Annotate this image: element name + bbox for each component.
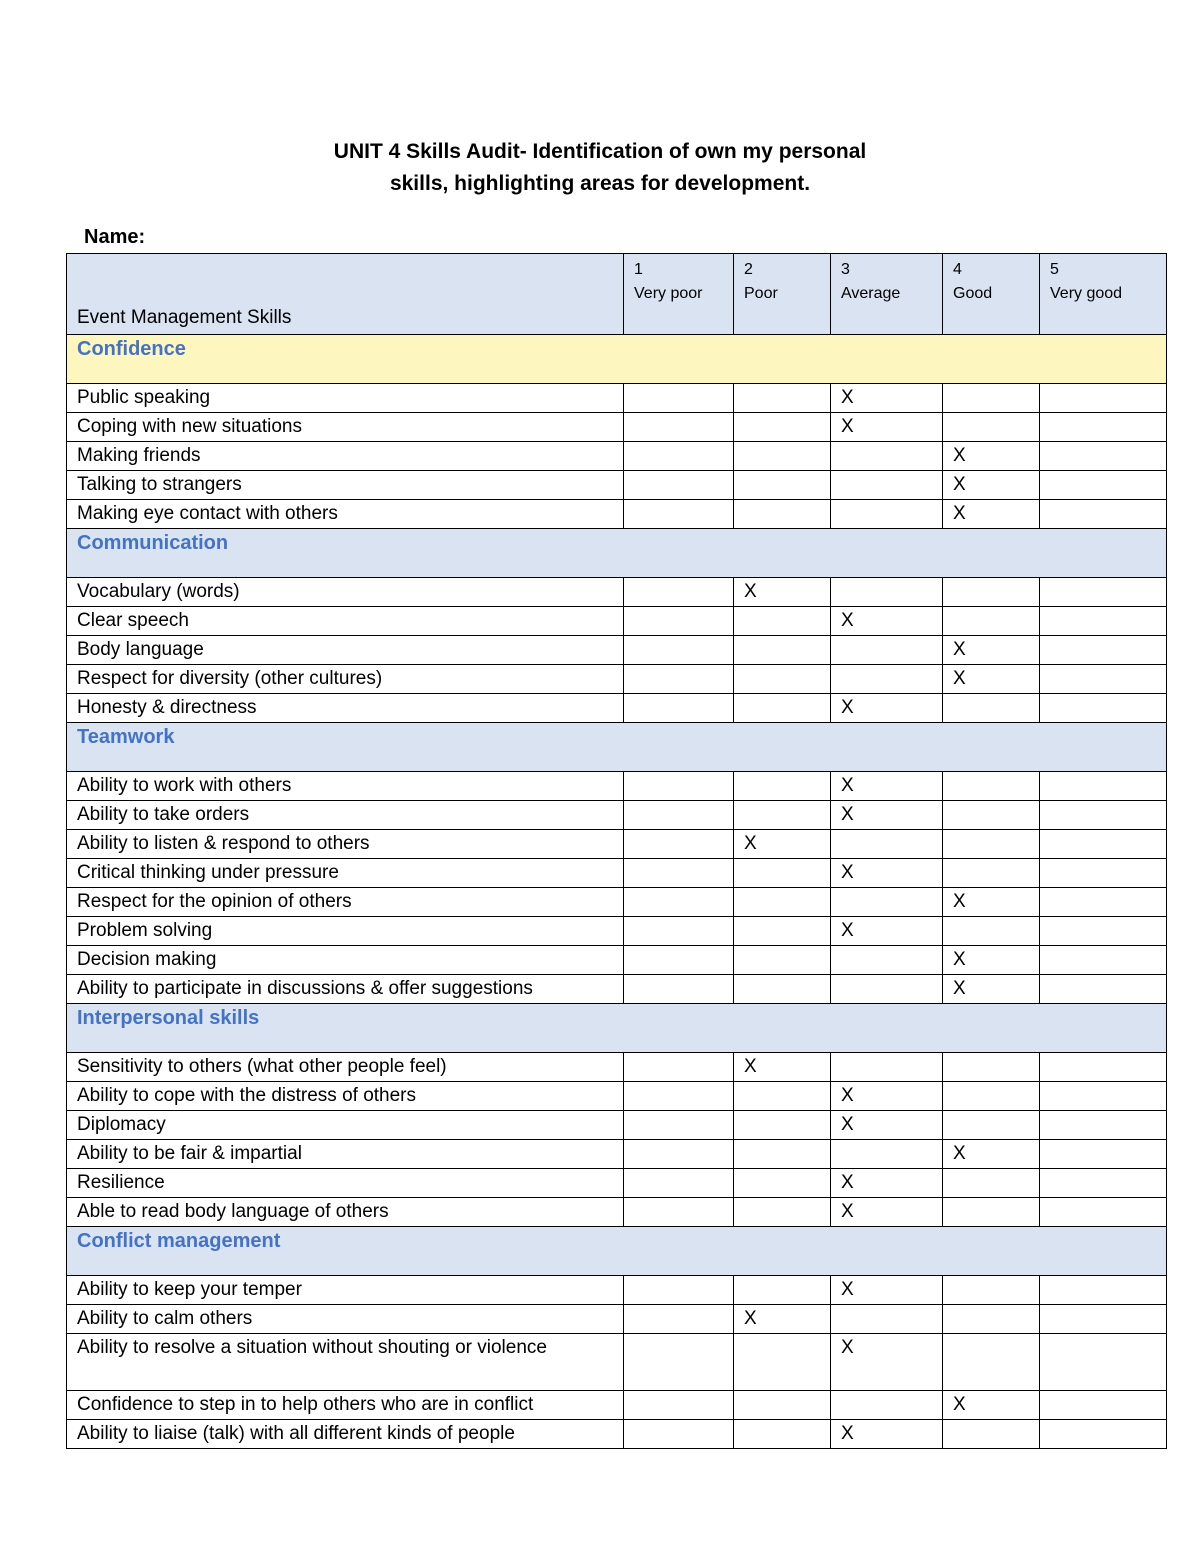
rating-mark: X (744, 581, 757, 602)
rating-mark: X (953, 639, 966, 660)
rating-cell-4[interactable] (943, 946, 1040, 975)
skill-label: Diplomacy (67, 1111, 624, 1140)
rating-mark: X (953, 1394, 966, 1415)
skill-label: Ability to calm others (67, 1305, 624, 1334)
table-row (67, 413, 1167, 442)
section-heading: Communication (67, 529, 1167, 578)
rating-cell-3[interactable] (831, 1082, 943, 1111)
title-line-2: skills, highlighting areas for development. (389, 172, 811, 195)
skill-label: Able to read body language of others (67, 1198, 624, 1227)
skill-label: Ability to be fair & impartial (67, 1140, 624, 1169)
table-row (67, 1305, 1167, 1334)
rating-cell-2[interactable] (734, 1198, 831, 1227)
skill-label: Respect for diversity (other cultures) (67, 665, 624, 694)
table-row (67, 1198, 1167, 1227)
rating-mark: X (953, 668, 966, 689)
rating-cell-4[interactable] (943, 665, 1040, 694)
rating-cell-4[interactable] (943, 1391, 1040, 1420)
rating-cell-3[interactable] (831, 413, 943, 442)
rating-cell-5[interactable] (1040, 471, 1167, 500)
table-row (67, 917, 1167, 946)
rating-cell-1[interactable] (624, 917, 734, 946)
table-row (67, 607, 1167, 636)
rating-mark: X (744, 833, 757, 854)
table-row (67, 772, 1167, 801)
table-header-row (67, 254, 1167, 335)
rating-cell-4[interactable] (943, 830, 1040, 859)
skill-label: Sensitivity to others (what other people feel) (67, 1053, 624, 1082)
rating-cell-5[interactable] (1040, 946, 1167, 975)
rating-cell-5[interactable] (1040, 665, 1167, 694)
rating-cell-5[interactable] (1040, 500, 1167, 529)
rating-cell-5[interactable] (1040, 1334, 1167, 1391)
rating-cell-5[interactable] (1040, 772, 1167, 801)
rating-cell-1[interactable] (624, 859, 734, 888)
rating-cell-2[interactable] (734, 578, 831, 607)
rating-number: 2 (744, 261, 753, 278)
audit-table-body (67, 254, 1167, 1449)
rating-mark: X (841, 920, 854, 941)
rating-mark: X (841, 1201, 854, 1222)
rating-header-1 (624, 254, 734, 335)
rating-cell-1[interactable] (624, 830, 734, 859)
rating-header-5 (1040, 254, 1167, 335)
rating-cell-4[interactable] (943, 917, 1040, 946)
rating-mark: X (841, 697, 854, 718)
rating-cell-3[interactable] (831, 1334, 943, 1391)
rating-cell-4[interactable] (943, 801, 1040, 830)
rating-mark: X (841, 387, 854, 408)
rating-cell-2[interactable] (734, 1082, 831, 1111)
rating-cell-3[interactable] (831, 384, 943, 413)
rating-cell-4[interactable] (943, 1111, 1040, 1140)
title-line-1: UNIT 4 Skills Audit- Identification of own my personal (333, 140, 867, 163)
rating-cell-3[interactable] (831, 1198, 943, 1227)
table-row (67, 1169, 1167, 1198)
rating-cell-1[interactable] (624, 772, 734, 801)
rating-cell-4[interactable] (943, 578, 1040, 607)
rating-cell-5[interactable] (1040, 694, 1167, 723)
rating-cell-1[interactable] (624, 801, 734, 830)
rating-cell-3[interactable] (831, 607, 943, 636)
table-row (67, 975, 1167, 1004)
rating-mark: X (841, 416, 854, 437)
table-row (67, 1111, 1167, 1140)
rating-cell-2[interactable] (734, 975, 831, 1004)
rating-cell-3[interactable] (831, 500, 943, 529)
rating-cell-2[interactable] (734, 1140, 831, 1169)
table-row (67, 1053, 1167, 1082)
rating-cell-3[interactable] (831, 917, 943, 946)
rating-cell-5[interactable] (1040, 384, 1167, 413)
rating-cell-4[interactable] (943, 1420, 1040, 1449)
rating-header-2 (734, 254, 831, 335)
rating-mark: X (953, 503, 966, 524)
rating-cell-5[interactable] (1040, 636, 1167, 665)
rating-cell-5[interactable] (1040, 578, 1167, 607)
rating-cell-1[interactable] (624, 888, 734, 917)
rating-cell-4[interactable] (943, 442, 1040, 471)
rating-cell-2[interactable] (734, 384, 831, 413)
section-row (67, 529, 1167, 578)
rating-cell-2[interactable] (734, 1111, 831, 1140)
rating-cell-4[interactable] (943, 772, 1040, 801)
rating-cell-4[interactable] (943, 471, 1040, 500)
rating-cell-4[interactable] (943, 413, 1040, 442)
table-row (67, 1082, 1167, 1111)
table-row (67, 1391, 1167, 1420)
rating-cell-5[interactable] (1040, 1391, 1167, 1420)
rating-cell-3[interactable] (831, 1420, 943, 1449)
skill-label: Ability to take orders (67, 801, 624, 830)
rating-cell-3[interactable] (831, 471, 943, 500)
rating-cell-5[interactable] (1040, 1169, 1167, 1198)
skills-audit-table (66, 253, 1167, 1449)
skill-label: Critical thinking under pressure (67, 859, 624, 888)
rating-mark: X (841, 1085, 854, 1106)
rating-cell-5[interactable] (1040, 607, 1167, 636)
rating-cell-1[interactable] (624, 1082, 734, 1111)
rating-cell-2[interactable] (734, 859, 831, 888)
rating-cell-2[interactable] (734, 636, 831, 665)
rating-cell-5[interactable] (1040, 1111, 1167, 1140)
rating-cell-1[interactable] (624, 1053, 734, 1082)
rating-cell-4[interactable] (943, 500, 1040, 529)
rating-cell-3[interactable] (831, 1111, 943, 1140)
rating-mark: X (744, 1308, 757, 1329)
rating-cell-2[interactable] (734, 1305, 831, 1334)
rating-mark: X (841, 1114, 854, 1135)
table-row (67, 888, 1167, 917)
rating-mark: X (953, 891, 966, 912)
skill-label: Body language (67, 636, 624, 665)
rating-cell-1[interactable] (624, 1169, 734, 1198)
skill-label: Public speaking (67, 384, 624, 413)
rating-cell-3[interactable] (831, 1276, 943, 1305)
section-heading: Conflict management (67, 1227, 1167, 1276)
skill-label: Coping with new situations (67, 413, 624, 442)
skill-label: Talking to strangers (67, 471, 624, 500)
rating-cell-5[interactable] (1040, 1082, 1167, 1111)
table-row (67, 830, 1167, 859)
skill-label: Honesty & directness (67, 694, 624, 723)
rating-cell-5[interactable] (1040, 1420, 1167, 1449)
rating-label: Good (953, 285, 993, 302)
rating-cell-1[interactable] (624, 1334, 734, 1391)
rating-cell-4[interactable] (943, 636, 1040, 665)
skill-label: Making friends (67, 442, 624, 471)
skill-label: Ability to work with others (67, 772, 624, 801)
rating-mark: X (841, 1172, 854, 1193)
rating-cell-5[interactable] (1040, 1305, 1167, 1334)
rating-cell-3[interactable] (831, 694, 943, 723)
rating-mark: X (841, 1423, 854, 1444)
rating-mark: X (953, 978, 966, 999)
rating-cell-3[interactable] (831, 1053, 943, 1082)
rating-cell-3[interactable] (831, 888, 943, 917)
rating-cell-3[interactable] (831, 1140, 943, 1169)
rating-cell-3[interactable] (831, 946, 943, 975)
section-heading: Teamwork (67, 723, 1167, 772)
table-row (67, 384, 1167, 413)
section-heading: Interpersonal skills (67, 1004, 1167, 1053)
rating-cell-1[interactable] (624, 413, 734, 442)
rating-cell-5[interactable] (1040, 859, 1167, 888)
rating-cell-4[interactable] (943, 1334, 1040, 1391)
rating-mark: X (744, 1056, 757, 1077)
rating-cell-2[interactable] (734, 413, 831, 442)
rating-cell-3[interactable] (831, 859, 943, 888)
rating-cell-2[interactable] (734, 946, 831, 975)
rating-cell-4[interactable] (943, 1053, 1040, 1082)
rating-cell-1[interactable] (624, 665, 734, 694)
rating-cell-5[interactable] (1040, 801, 1167, 830)
rating-cell-1[interactable] (624, 500, 734, 529)
rating-label: Poor (744, 285, 778, 302)
document-title (0, 136, 1200, 200)
table-row (67, 636, 1167, 665)
rating-cell-5[interactable] (1040, 1276, 1167, 1305)
rating-cell-1[interactable] (624, 975, 734, 1004)
rating-cell-2[interactable] (734, 917, 831, 946)
rating-cell-2[interactable] (734, 607, 831, 636)
rating-mark: X (841, 1279, 854, 1300)
rating-cell-2[interactable] (734, 772, 831, 801)
rating-label: Very poor (634, 285, 703, 302)
rating-cell-5[interactable] (1040, 442, 1167, 471)
skill-label: Respect for the opinion of others (67, 888, 624, 917)
rating-cell-4[interactable] (943, 859, 1040, 888)
rating-cell-4[interactable] (943, 694, 1040, 723)
section-row (67, 335, 1167, 384)
rating-cell-1[interactable] (624, 694, 734, 723)
rating-cell-4[interactable] (943, 888, 1040, 917)
rating-cell-5[interactable] (1040, 1140, 1167, 1169)
section-row (67, 1004, 1167, 1053)
skill-label: Ability to listen & respond to others (67, 830, 624, 859)
rating-label: Very good (1050, 285, 1123, 302)
rating-cell-4[interactable] (943, 975, 1040, 1004)
table-row (67, 500, 1167, 529)
table-row (67, 1420, 1167, 1449)
rating-mark: X (841, 775, 854, 796)
rating-cell-1[interactable] (624, 1276, 734, 1305)
skill-label: Ability to cope with the distress of others (67, 1082, 624, 1111)
rating-mark: X (841, 1337, 854, 1358)
skill-label: Ability to participate in discussions & offer suggestions (67, 975, 624, 1004)
rating-cell-4[interactable] (943, 1276, 1040, 1305)
rating-cell-5[interactable] (1040, 1053, 1167, 1082)
rating-label: Average (841, 285, 901, 302)
rating-cell-3[interactable] (831, 772, 943, 801)
rating-cell-1[interactable] (624, 1140, 734, 1169)
rating-cell-4[interactable] (943, 384, 1040, 413)
rating-cell-5[interactable] (1040, 413, 1167, 442)
rating-cell-2[interactable] (734, 830, 831, 859)
section-row (67, 1227, 1167, 1276)
rating-cell-3[interactable] (831, 830, 943, 859)
rating-cell-2[interactable] (734, 1334, 831, 1391)
rating-cell-1[interactable] (624, 1391, 734, 1420)
rating-cell-4[interactable] (943, 607, 1040, 636)
skill-label: Confidence to step in to help others who are in conflict (67, 1391, 624, 1420)
rating-mark: X (953, 474, 966, 495)
table-row (67, 578, 1167, 607)
rating-cell-3[interactable] (831, 636, 943, 665)
skill-label: Resilience (67, 1169, 624, 1198)
skill-label: Clear speech (67, 607, 624, 636)
rating-cell-3[interactable] (831, 578, 943, 607)
table-row (67, 1140, 1167, 1169)
rating-number: 5 (1050, 261, 1059, 278)
rating-cell-2[interactable] (734, 1420, 831, 1449)
rating-cell-5[interactable] (1040, 830, 1167, 859)
skill-label: Ability to liaise (talk) with all different kinds of people (67, 1420, 624, 1449)
rating-cell-1[interactable] (624, 1111, 734, 1140)
rating-cell-5[interactable] (1040, 917, 1167, 946)
rating-cell-4[interactable] (943, 1198, 1040, 1227)
rating-cell-1[interactable] (624, 1305, 734, 1334)
table-row (67, 471, 1167, 500)
skill-column-header: Event Management Skills (67, 254, 624, 335)
skill-label: Ability to resolve a situation without shouting or violence (67, 1334, 624, 1391)
rating-cell-1[interactable] (624, 607, 734, 636)
rating-cell-4[interactable] (943, 1169, 1040, 1198)
rating-cell-3[interactable] (831, 442, 943, 471)
rating-cell-3[interactable] (831, 1305, 943, 1334)
rating-number: 3 (841, 261, 850, 278)
skill-label: Problem solving (67, 917, 624, 946)
name-label: Name: (84, 226, 146, 248)
rating-cell-2[interactable] (734, 1391, 831, 1420)
rating-cell-2[interactable] (734, 1169, 831, 1198)
table-row (67, 694, 1167, 723)
rating-number: 4 (953, 261, 962, 278)
rating-cell-1[interactable] (624, 578, 734, 607)
rating-cell-1[interactable] (624, 442, 734, 471)
rating-cell-1[interactable] (624, 946, 734, 975)
rating-cell-2[interactable] (734, 801, 831, 830)
rating-mark: X (953, 1143, 966, 1164)
rating-cell-1[interactable] (624, 384, 734, 413)
rating-cell-4[interactable] (943, 1140, 1040, 1169)
rating-cell-1[interactable] (624, 471, 734, 500)
rating-cell-4[interactable] (943, 1082, 1040, 1111)
rating-number: 1 (634, 261, 643, 278)
rating-cell-2[interactable] (734, 471, 831, 500)
rating-mark: X (953, 949, 966, 970)
rating-cell-1[interactable] (624, 1198, 734, 1227)
skill-label: Decision making (67, 946, 624, 975)
rating-cell-2[interactable] (734, 500, 831, 529)
table-row (67, 665, 1167, 694)
rating-cell-2[interactable] (734, 665, 831, 694)
table-row (67, 859, 1167, 888)
table-row (67, 946, 1167, 975)
rating-cell-3[interactable] (831, 1391, 943, 1420)
rating-cell-5[interactable] (1040, 1198, 1167, 1227)
section-row (67, 723, 1167, 772)
rating-cell-1[interactable] (624, 1420, 734, 1449)
skill-label: Vocabulary (words) (67, 578, 624, 607)
rating-cell-3[interactable] (831, 665, 943, 694)
table-row (67, 801, 1167, 830)
rating-cell-1[interactable] (624, 636, 734, 665)
skill-label: Making eye contact with others (67, 500, 624, 529)
table-row (67, 442, 1167, 471)
rating-cell-3[interactable] (831, 975, 943, 1004)
rating-cell-2[interactable] (734, 442, 831, 471)
rating-mark: X (841, 862, 854, 883)
table-row (67, 1334, 1167, 1391)
rating-mark: X (841, 610, 854, 631)
rating-mark: X (841, 804, 854, 825)
rating-cell-4[interactable] (943, 1305, 1040, 1334)
rating-cell-3[interactable] (831, 801, 943, 830)
rating-cell-2[interactable] (734, 1276, 831, 1305)
rating-header-3 (831, 254, 943, 335)
rating-mark: X (953, 445, 966, 466)
rating-cell-2[interactable] (734, 888, 831, 917)
rating-cell-5[interactable] (1040, 888, 1167, 917)
rating-cell-3[interactable] (831, 1169, 943, 1198)
skill-label: Ability to keep your temper (67, 1276, 624, 1305)
rating-header-4 (943, 254, 1040, 335)
section-heading: Confidence (67, 335, 1167, 384)
rating-cell-5[interactable] (1040, 975, 1167, 1004)
rating-cell-2[interactable] (734, 1053, 831, 1082)
table-row (67, 1276, 1167, 1305)
rating-cell-2[interactable] (734, 694, 831, 723)
